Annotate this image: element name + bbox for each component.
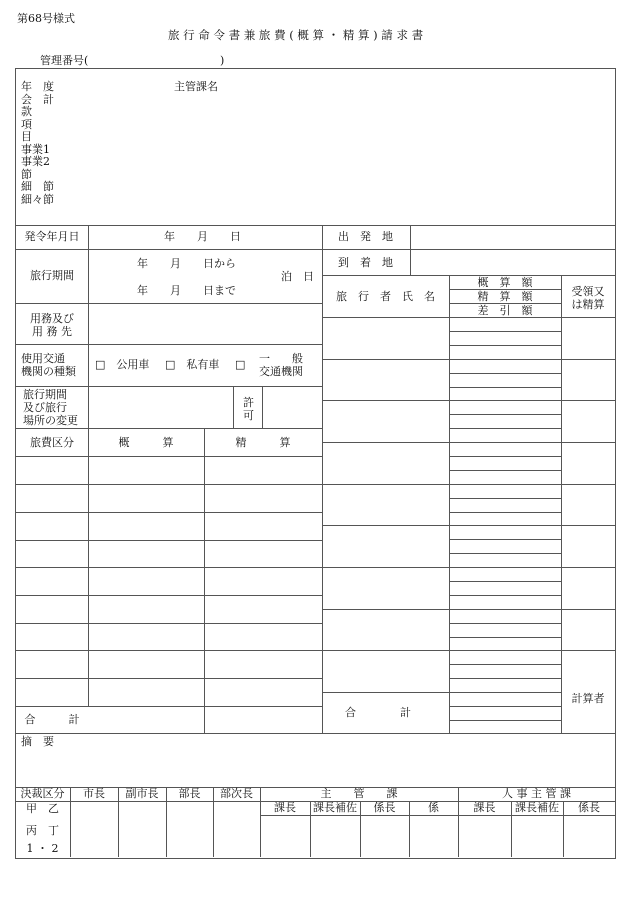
change-label-2: 及び旅行	[23, 401, 67, 414]
rule-line	[15, 456, 322, 457]
rule-line	[322, 609, 615, 610]
remarks-label: 摘 要	[21, 735, 54, 748]
rule-line	[449, 414, 561, 415]
rule-line	[449, 595, 561, 596]
transport-label	[21, 352, 76, 378]
rule-line	[15, 512, 322, 513]
order-date-value[interactable]: 年 月 日	[164, 230, 241, 243]
rank-c-d: 丙 丁	[26, 824, 59, 837]
budget-project1-label: 事業1	[21, 142, 50, 156]
budget-subsubdivision-label: 細々節	[21, 192, 54, 206]
rule-line	[88, 225, 89, 706]
rule-line	[15, 595, 322, 596]
departure-label: 出 発 地	[338, 230, 393, 243]
rule-line	[322, 359, 615, 360]
rule-line	[15, 386, 322, 387]
rule-line	[322, 567, 615, 568]
difference-amount-header: 差 引 額	[477, 304, 533, 317]
rule-line	[322, 400, 615, 401]
transport-label-1: 使用交通	[21, 352, 65, 365]
budget-section-label: 款	[21, 105, 32, 118]
rule-line	[449, 623, 561, 624]
rule-line	[15, 225, 615, 226]
period-from[interactable]: 年 月 日から	[137, 257, 236, 270]
transport-label-2: 機関の種類	[21, 365, 76, 378]
rule-line	[449, 331, 561, 332]
rule-line	[449, 498, 561, 499]
traveler-name-header: 旅 行 者 氏 名	[336, 290, 435, 303]
main-dept-section-head: 係長	[373, 801, 396, 814]
mayor-stamp-header: 市長	[83, 787, 105, 800]
rule-line	[322, 525, 615, 526]
purpose-label-1: 用務及び	[30, 312, 74, 325]
settlement-header: 精 算	[235, 436, 291, 449]
receipt-header-1: 受領又	[571, 285, 605, 298]
rule-line	[260, 815, 615, 816]
remarks-field[interactable]	[80, 736, 610, 782]
receipt-header-2: は精算	[571, 298, 605, 311]
rule-line	[322, 650, 615, 651]
change-label	[23, 388, 78, 427]
budget-account-label: 会 計	[21, 92, 54, 106]
main-dept-staff: 係	[428, 801, 439, 814]
rule-line	[449, 637, 561, 638]
public-transport-label	[259, 352, 303, 378]
management-number-label: 管理番号(	[40, 54, 89, 67]
rule-line	[410, 225, 411, 275]
director-stamp-header: 部長	[178, 787, 201, 800]
rule-line	[15, 344, 322, 345]
period-to[interactable]: 年 月 日まで	[137, 284, 236, 297]
calculator-label: 計算者	[571, 692, 605, 705]
rule-line	[204, 428, 205, 733]
rule-line	[449, 512, 561, 513]
arrival-label: 到 着 地	[338, 256, 393, 269]
estimated-amount-header: 概 算 額	[477, 276, 533, 289]
traveler-total-label: 合 計	[345, 706, 411, 719]
hr-dept-assistant-chief: 課長補佐	[515, 801, 559, 814]
receipt-header	[561, 285, 615, 311]
hr-dept-chief: 課長	[473, 801, 496, 814]
rule-line	[449, 387, 561, 388]
rule-line	[15, 303, 322, 304]
rule-line	[449, 345, 561, 346]
budget-division-label: 節	[21, 167, 32, 181]
main-dept-assistant-chief: 課長補佐	[313, 801, 357, 814]
main-dept-header: 主 管 課	[320, 787, 398, 800]
change-label-3: 場所の変更	[23, 414, 78, 427]
rule-line	[322, 275, 615, 276]
checkbox-public-transport[interactable]: □	[235, 358, 246, 371]
rule-line	[449, 428, 561, 429]
rule-line	[15, 428, 322, 429]
rule-line	[15, 540, 322, 541]
rule-line	[449, 706, 561, 707]
rule-line	[15, 484, 322, 485]
main-dept-chief: 課長	[274, 801, 296, 814]
purpose-label-2: 用 務 先	[32, 325, 72, 338]
rule-line	[449, 373, 561, 374]
rule-line	[449, 720, 561, 721]
budget-project2-label: 事業2	[21, 155, 50, 168]
rule-line	[15, 623, 322, 624]
hr-dept-section-head: 係長	[578, 801, 600, 814]
permit-label	[234, 396, 263, 422]
nights-label[interactable]: 泊 日	[281, 270, 314, 283]
budget-item-label: 項	[21, 117, 32, 131]
budget-subdivision-label: 細 節	[21, 180, 54, 193]
public-transport-label-1: 一 般	[259, 352, 303, 365]
permit-label-1: 許	[243, 396, 254, 409]
form-title: 旅 行 命 令 書 兼 旅 費 ( 概 算 ・ 精 算 ) 請 求 書	[168, 28, 424, 42]
rule-line	[449, 539, 561, 540]
expense-total-label: 合 計	[24, 713, 80, 726]
rule-line	[322, 442, 615, 443]
rule-line	[449, 581, 561, 582]
estimate-header: 概 算	[118, 436, 174, 449]
rule-line	[15, 249, 615, 250]
rule-line	[322, 692, 561, 693]
budget-labels	[21, 81, 54, 206]
change-label-1: 旅行期間	[23, 388, 67, 401]
approval-category-label: 決裁区分	[20, 787, 65, 800]
rule-line	[449, 678, 561, 679]
rank-a-b: 甲 乙	[26, 802, 59, 815]
rule-line	[322, 484, 615, 485]
rule-line	[15, 678, 322, 679]
settled-amount-header: 精 算 額	[477, 290, 533, 303]
order-date-label: 発令年月日	[24, 230, 80, 243]
hr-dept-header: 人 事 主 管 課	[502, 787, 571, 800]
rule-line	[449, 456, 561, 457]
form-number: 第68号様式	[17, 12, 75, 25]
public-transport-label-2: 交通機関	[259, 365, 303, 378]
rule-line	[561, 275, 562, 733]
rule-line	[449, 553, 561, 554]
rank-1-2: 1 ・ 2	[26, 842, 59, 855]
rule-line	[15, 650, 322, 651]
purpose-label	[15, 312, 89, 338]
rule-line	[449, 664, 561, 665]
management-number-field[interactable]	[92, 55, 218, 69]
checkbox-official-car[interactable]: □ 公用車	[95, 358, 150, 371]
expense-category-label: 旅費区分	[30, 436, 74, 449]
rule-line	[449, 470, 561, 471]
budget-subitem-label: 目	[21, 130, 32, 143]
budget-year-label: 年 度	[21, 80, 54, 93]
rule-line	[15, 567, 322, 568]
vice-mayor-stamp-header: 副市長	[125, 787, 159, 800]
dept-label: 主管課名	[174, 80, 218, 93]
deputy-director-stamp-header: 部次長	[220, 787, 253, 800]
permit-label-2: 可	[243, 409, 254, 422]
rule-line	[15, 706, 322, 707]
management-number-close: )	[220, 54, 225, 67]
rule-line	[322, 317, 615, 318]
rule-line	[15, 733, 615, 734]
checkbox-private-car[interactable]: □ 私有車	[165, 358, 220, 371]
period-label: 旅行期間	[30, 269, 74, 282]
